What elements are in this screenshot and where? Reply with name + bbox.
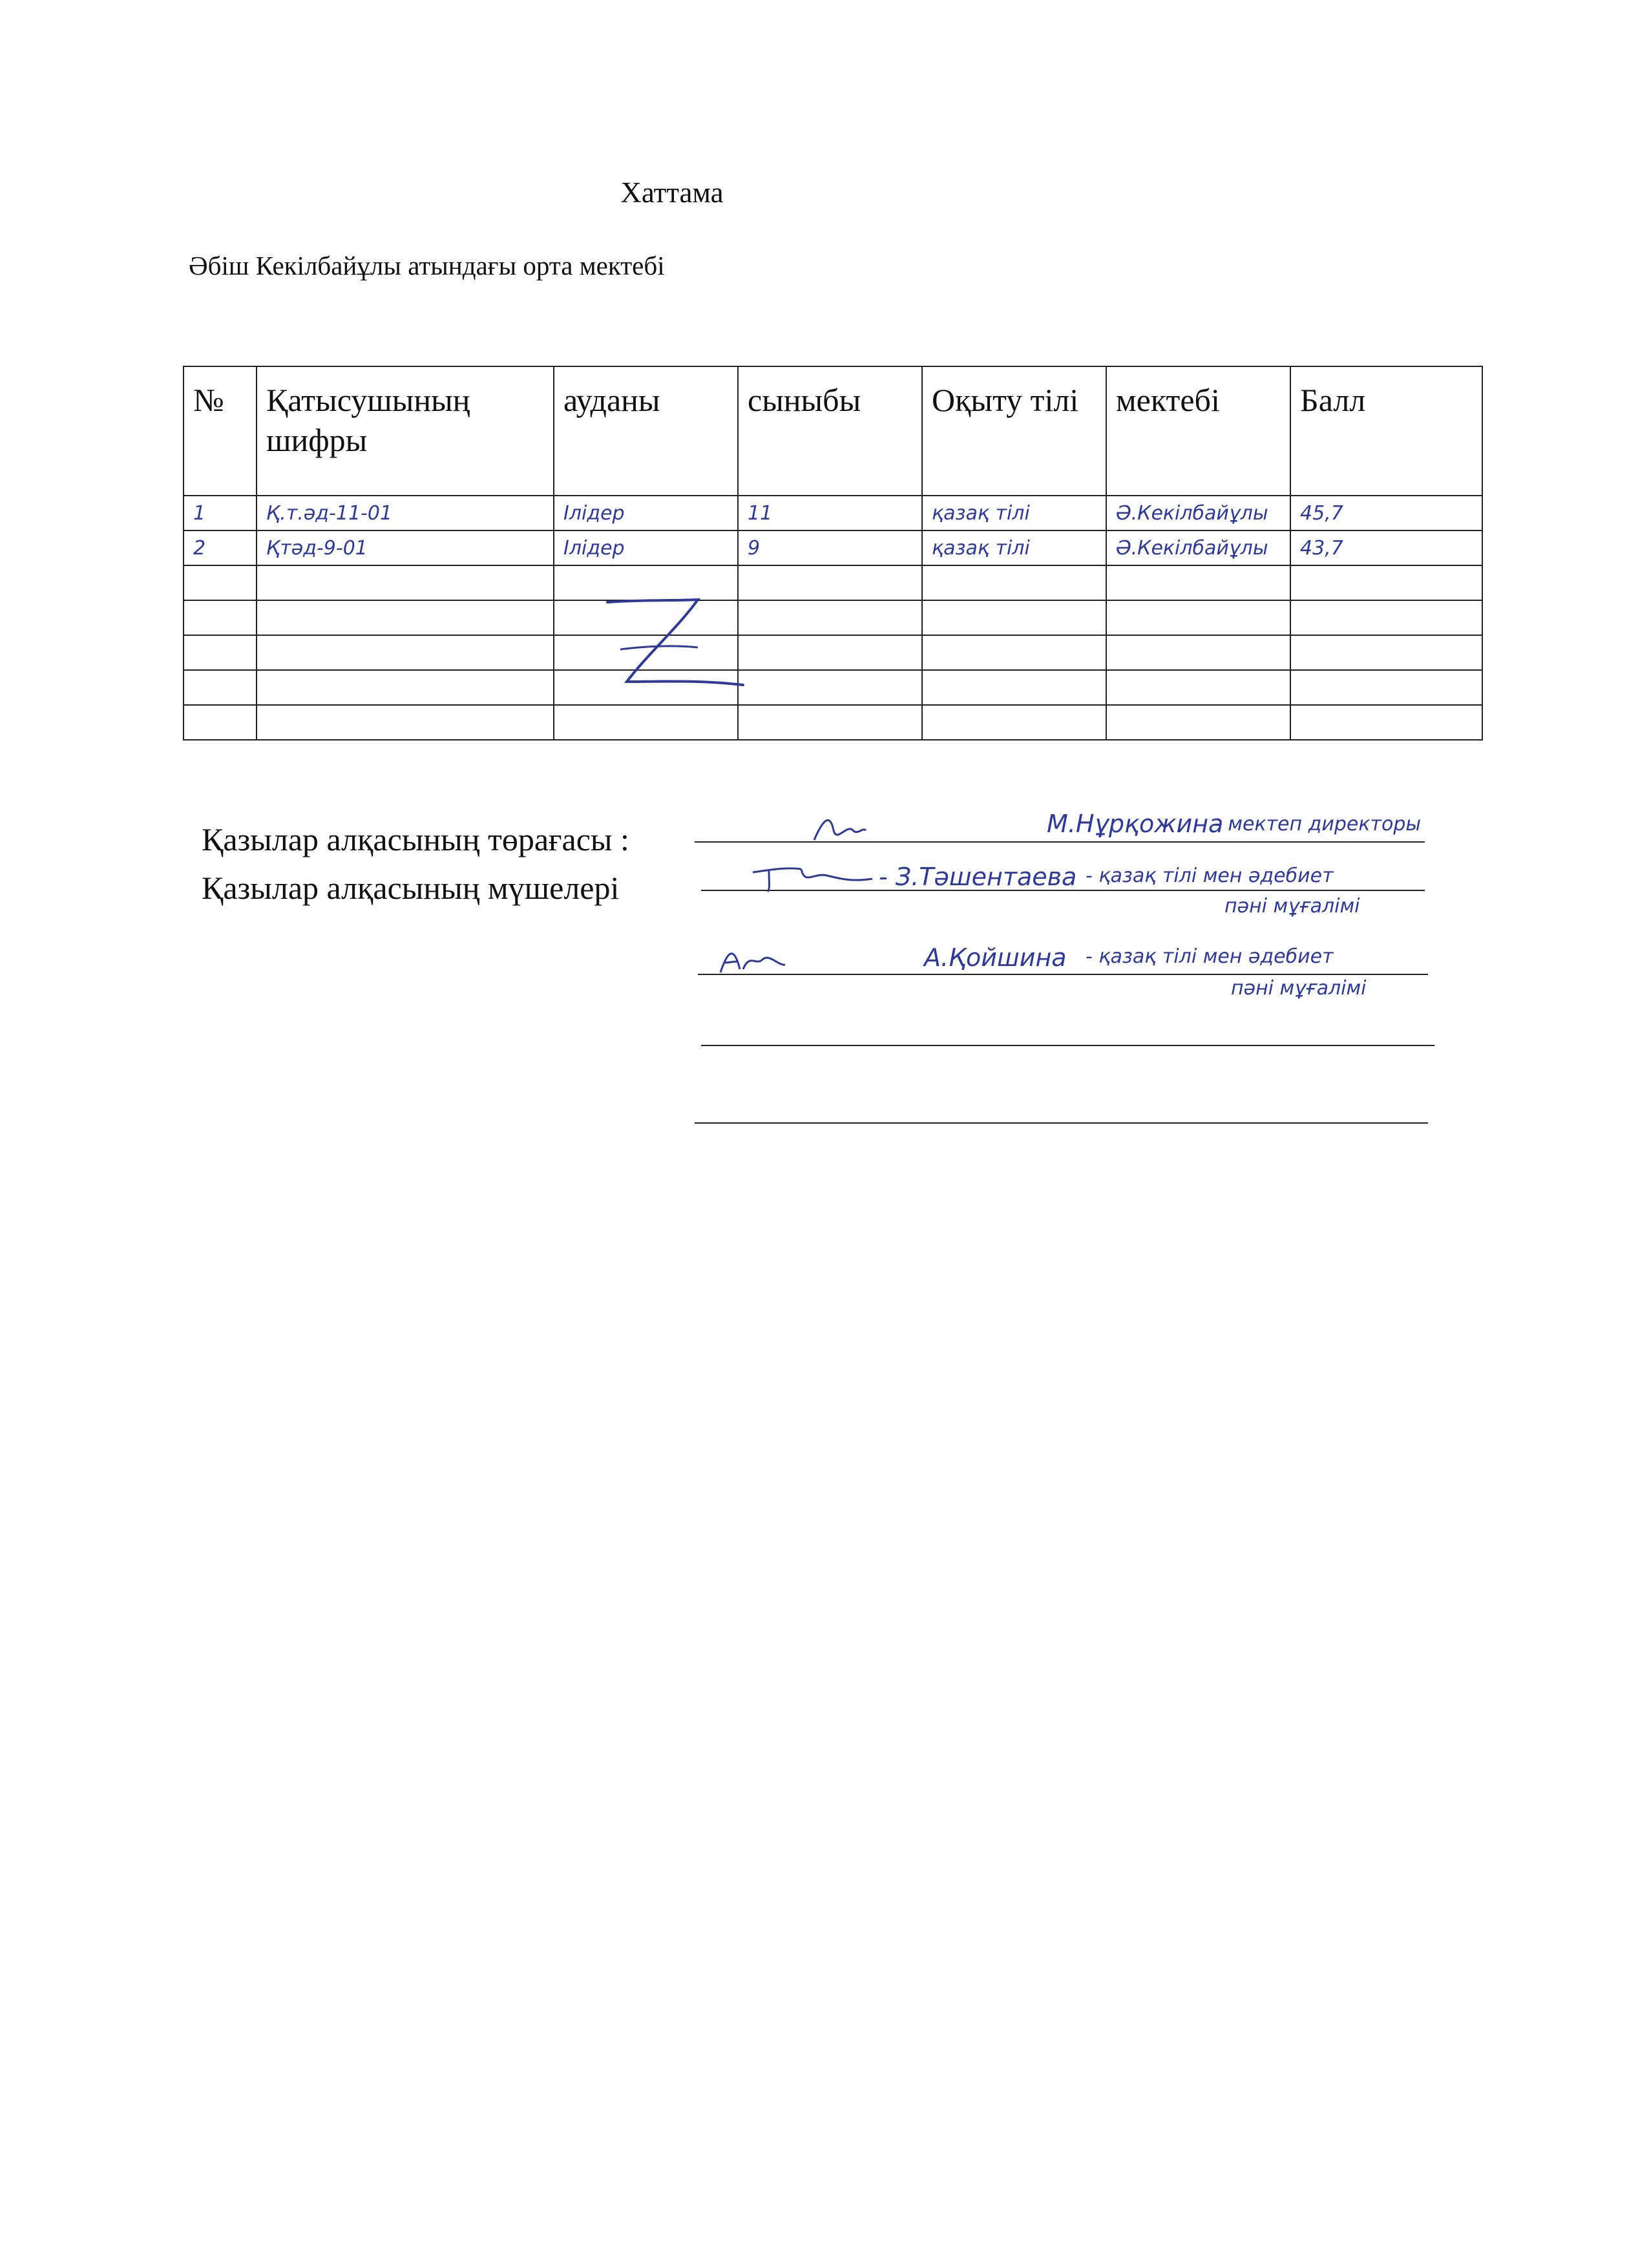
member2-role: - қазақ тілі мен әдебиет <box>1086 945 1334 968</box>
header-language: Оқыту тілі <box>922 366 1106 496</box>
cell-number: 2 <box>184 530 257 565</box>
member2-name: А.Қойшина <box>924 943 1067 972</box>
cell-district: Ілідер <box>554 530 738 565</box>
members-label: Қазылар алқасының мүшелері <box>202 870 620 906</box>
member3-signature-line <box>701 1044 1434 1046</box>
strike-mark <box>601 594 750 708</box>
header-number: № <box>184 366 257 496</box>
table-row-empty <box>184 670 1482 705</box>
cell-grade: 11 <box>738 496 922 530</box>
table-row <box>184 530 1482 565</box>
member1-signature <box>750 859 879 898</box>
member1-role-line2: пәні мұғалімі <box>1224 895 1360 918</box>
chair-label: Қазылар алқасының төрағасы : <box>202 821 629 857</box>
results-table <box>183 366 1483 740</box>
chair-name: М.Нұрқожина <box>1047 810 1224 838</box>
member2-signature <box>717 940 788 979</box>
chair-role: - мектеп директоры <box>1215 813 1422 835</box>
cell-district: Ілідер <box>554 496 738 530</box>
table-row-empty <box>184 705 1482 740</box>
table-row-empty <box>184 565 1482 600</box>
chair-signature-line <box>695 840 1425 843</box>
header-cipher: Қатысушының шифры <box>257 366 554 496</box>
cell-cipher: Қтәд-9-01 <box>257 530 554 565</box>
cell-school: Ә.Кекілбайұлы <box>1106 530 1290 565</box>
school-name: Әбіш Кекілбайұлы атындағы орта мектебі <box>189 251 665 280</box>
header-grade: сыныбы <box>738 366 922 496</box>
cell-school: Ә.Кекілбайұлы <box>1106 496 1290 530</box>
cell-language: қазақ тілі <box>922 530 1106 565</box>
cell-grade: 9 <box>738 530 922 565</box>
table-row-empty <box>184 635 1482 670</box>
header-school: мектебі <box>1106 366 1290 496</box>
member2-role-line2: пәні мұғалімі <box>1231 977 1367 1000</box>
header-district: ауданы <box>554 366 738 496</box>
cell-language: қазақ тілі <box>922 496 1106 530</box>
member1-name: - З.Тәшентаева <box>879 863 1077 891</box>
header-score: Балл <box>1290 366 1482 496</box>
member1-role: - қазақ тілі мен әдебиет <box>1086 865 1334 887</box>
table-row-empty <box>184 600 1482 635</box>
cell-number: 1 <box>184 496 257 530</box>
chair-signature <box>811 811 869 850</box>
document-title: Хаттама <box>620 176 724 209</box>
member2-signature-line <box>698 972 1428 975</box>
member4-signature-line <box>695 1121 1428 1124</box>
cell-score: 43,7 <box>1290 530 1482 565</box>
cell-score: 45,7 <box>1290 496 1482 530</box>
table-header-row <box>184 366 1482 496</box>
cell-cipher: Қ.т.әд-11-01 <box>257 496 554 530</box>
table-row <box>184 496 1482 530</box>
